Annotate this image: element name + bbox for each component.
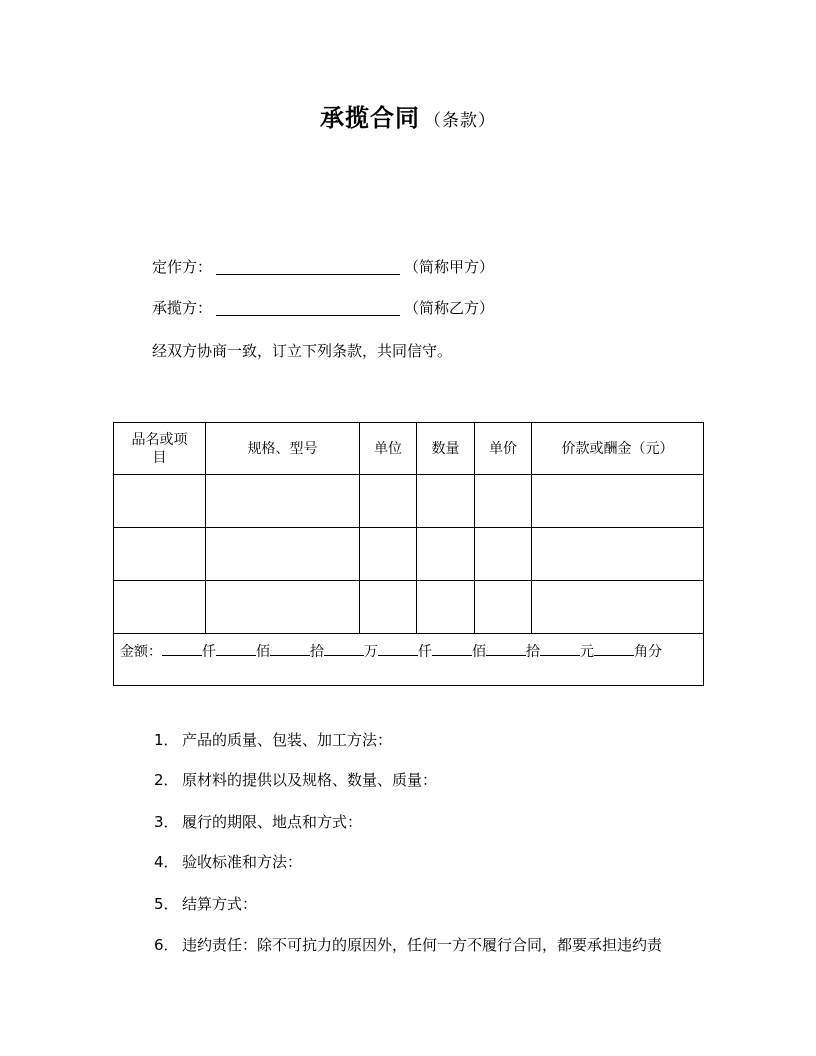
amount-unit: 万 [364, 644, 378, 660]
table-cell[interactable] [475, 581, 532, 634]
amount-unit: 仟 [418, 644, 432, 660]
amount-blank[interactable] [486, 641, 526, 656]
table-row [114, 475, 704, 528]
contractor-line [152, 297, 494, 318]
amount-unit: 角 [634, 644, 648, 660]
orderer-suffix: （简称甲方） [404, 258, 495, 276]
table-cell[interactable] [206, 475, 360, 528]
clause-text: 结算方式： [182, 895, 258, 913]
amount-blank[interactable] [378, 641, 418, 656]
orderer-blank [216, 258, 400, 275]
table-cell[interactable] [417, 528, 475, 581]
amount-unit: 仟 [202, 644, 216, 660]
table-cell[interactable] [360, 475, 417, 528]
amount-blank[interactable] [324, 641, 364, 656]
table-cell[interactable] [532, 581, 704, 634]
table-cell[interactable] [206, 528, 360, 581]
clause-text: 原材料的提供以及规格、数量、质量： [182, 771, 438, 789]
amount-unit: 元 [580, 644, 594, 660]
clause-number: 1． [154, 731, 179, 749]
table-cell[interactable] [417, 581, 475, 634]
title-sub: （条款） [424, 111, 496, 131]
contractor-label: 承揽方： [152, 299, 213, 317]
table-row [114, 581, 704, 634]
table-cell[interactable] [532, 475, 704, 528]
clause-6 [154, 934, 662, 955]
amount-label: 金额： [120, 644, 162, 660]
clause-text: 履行的期限、地点和方式： [182, 813, 363, 831]
clause-2 [154, 769, 437, 790]
header-spec: 规格、型号 [206, 423, 360, 475]
clause-number: 4． [154, 853, 179, 871]
clause-1 [154, 729, 392, 750]
clause-text: 违约责任：除不可抗力的原因外，任何一方不履行合同，都要承担违约责 [182, 936, 663, 954]
amount-blank[interactable] [162, 641, 202, 656]
amount-unit: 佰 [472, 644, 486, 660]
header-price: 单价 [475, 423, 532, 475]
table-row [114, 528, 704, 581]
table-cell[interactable] [114, 475, 206, 528]
amount-blank[interactable] [594, 641, 634, 656]
header-total: 价款或酬金（元） [532, 423, 704, 475]
table-cell[interactable] [475, 475, 532, 528]
table-cell[interactable] [532, 528, 704, 581]
table-cell[interactable] [360, 528, 417, 581]
orderer-label: 定作方： [152, 258, 213, 276]
amount-unit: 拾 [310, 644, 324, 660]
header-qty: 数量 [417, 423, 475, 475]
clause-3 [154, 811, 362, 832]
amount-unit: 分 [648, 644, 662, 660]
table-cell[interactable] [360, 581, 417, 634]
header-unit: 单位 [360, 423, 417, 475]
intro-text: 经双方协商一致，订立下列条款，共同信守。 [152, 342, 453, 360]
amount-unit: 佰 [256, 644, 270, 660]
table-cell[interactable] [417, 475, 475, 528]
clause-text: 产品的质量、包装、加工方法： [182, 731, 393, 749]
amount-blank[interactable] [270, 641, 310, 656]
contractor-blank [216, 299, 400, 316]
amount-blank[interactable] [216, 641, 256, 656]
table-cell[interactable] [206, 581, 360, 634]
table-cell[interactable] [114, 528, 206, 581]
amount-unit: 拾 [526, 644, 540, 660]
contractor-suffix: （简称乙方） [404, 299, 495, 317]
document-title [0, 98, 816, 133]
clause-text: 验收标准和方法： [182, 853, 303, 871]
amount-cell [114, 634, 704, 686]
amount-row [114, 634, 704, 686]
clause-4 [154, 851, 302, 872]
clause-number: 3． [154, 813, 179, 831]
clause-number: 2． [154, 771, 179, 789]
clause-5 [154, 893, 257, 914]
header-name: 品名或项目 [114, 423, 206, 475]
amount-blank[interactable] [432, 641, 472, 656]
clause-number: 5． [154, 895, 179, 913]
clause-number: 6． [154, 936, 179, 954]
title-main: 承揽合同 [320, 104, 420, 132]
orderer-line [152, 256, 494, 277]
goods-table [113, 422, 704, 686]
table-cell[interactable] [475, 528, 532, 581]
amount-blank[interactable] [540, 641, 580, 656]
table-header-row [114, 423, 704, 475]
table-cell[interactable] [114, 581, 206, 634]
